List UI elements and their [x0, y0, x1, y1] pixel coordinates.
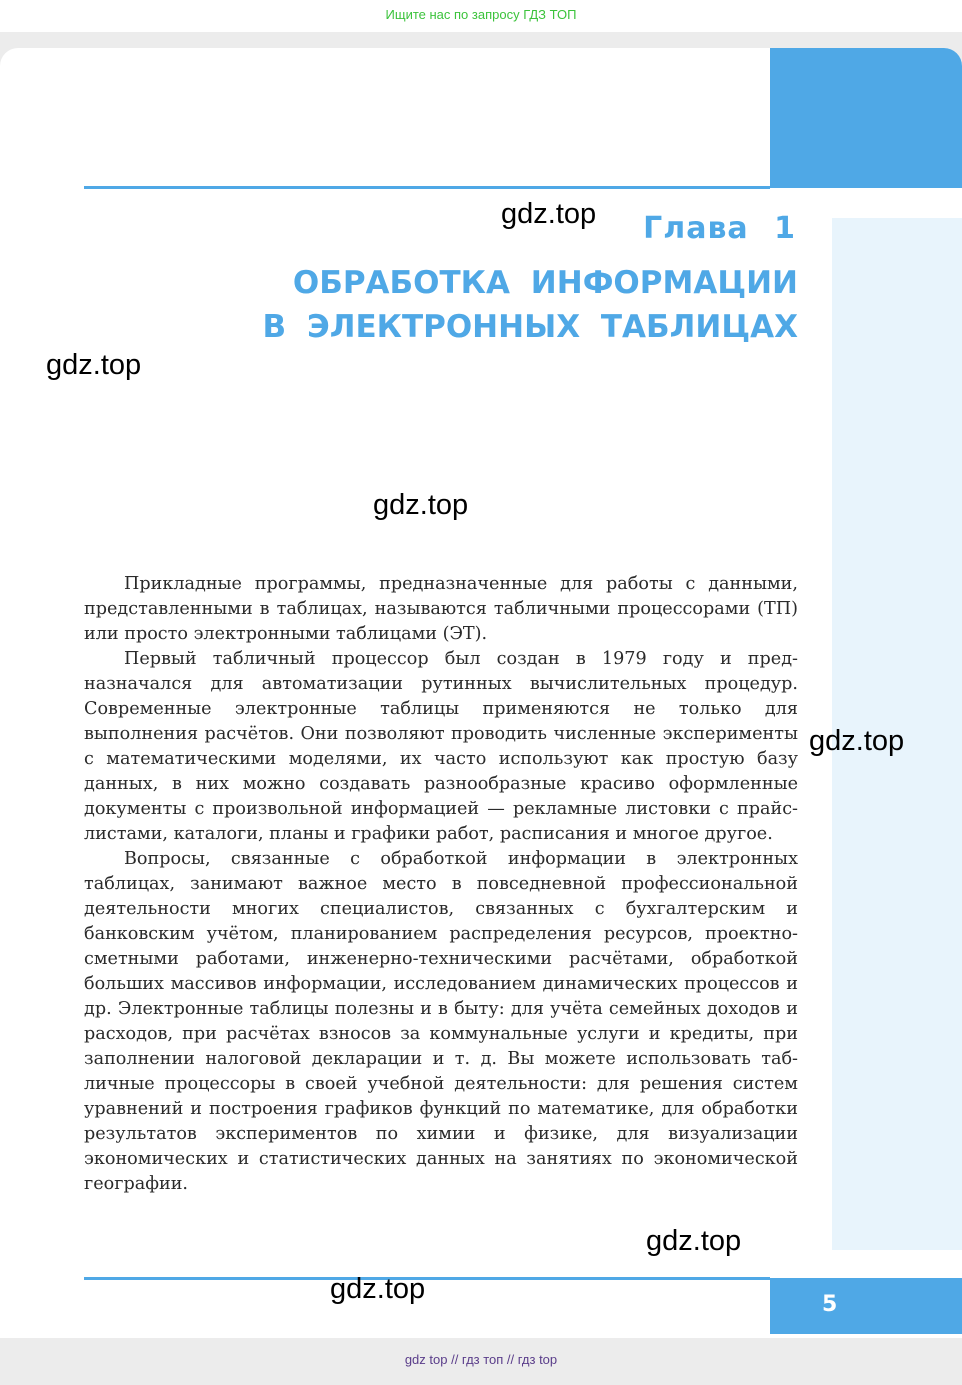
chapter-title-line-1: ОБРАБОТКА ИНФОРМАЦИИ	[292, 265, 798, 301]
corner-accent-block	[770, 48, 962, 188]
bottom-rule	[84, 1277, 770, 1280]
page-number-box	[770, 1278, 962, 1334]
chapter-title-line-2: В ЭЛЕКТРОННЫХ ТАБЛИЦАХ	[262, 309, 798, 345]
watermark: gdz.top	[809, 725, 905, 757]
book-page	[0, 48, 962, 1338]
chapter-intro-text	[84, 572, 798, 1197]
top-rule	[84, 186, 770, 189]
chapter-label: Глава 1	[643, 211, 796, 246]
page-number: 5	[822, 1292, 838, 1317]
watermark: gdz.top	[373, 489, 469, 521]
watermark: gdz.top	[501, 198, 597, 230]
watermark: gdz.top	[646, 1225, 742, 1257]
chapter-title	[263, 261, 798, 349]
footer-links: gdz top // гдз топ // гдз top	[404, 1352, 558, 1367]
paragraph: Первый табличный процессор был создан в 1979 году и предназначался для автоматизации рутинных вычислительных процедур. Современные электронные таблицы применяются не только для выполнения расчётов. Они позволяют проводить численные эксперименты с математическими моделями, их часто используют как простую базу данных, в них можно создавать разнообразные красиво оформленные документы с произвольной информацией — рекламные листовки с прайс-листами, каталоги, планы и графики работ, расписания и многое другое.	[84, 649, 798, 844]
watermark: gdz.top	[46, 349, 142, 381]
paragraph: Прикладные программы, предназначенные для работы с данными, представленными в таблицах, называются табличными процессорами (ТП) или просто электронными таблицами (ЭТ).	[84, 574, 798, 644]
top-banner: Ищите нас по запросу ГДЗ ТОП	[0, 0, 962, 32]
paragraph: Вопросы, связанные с обработкой информации в электронных таблицах, занимают важное место в повседневной профессиональной деятельности многих специалистов, связанных с бухгалтерским и банковским учётом, планированием распределения ресурсов, проектно-сметными работами, инженерно-техническими расчётами, обработкой больших массивов информации, исследованием динамических процессов и др. Электронные таблицы полезны и в быту: для учёта семейных доходов и расходов, при расчётах взносов за коммунальные услуги и кредиты, при заполнении налоговой декларации и т. д. Вы можете использовать табличные процессоры в своей учебной деятельности: для решения систем уравнений и построения графиков функций по математике, для обработки результатов экспериментов по химии и физике, для визуализации экономических и статистических данных на занятиях по экономической географии.	[84, 849, 798, 1194]
watermark: gdz.top	[330, 1273, 426, 1305]
